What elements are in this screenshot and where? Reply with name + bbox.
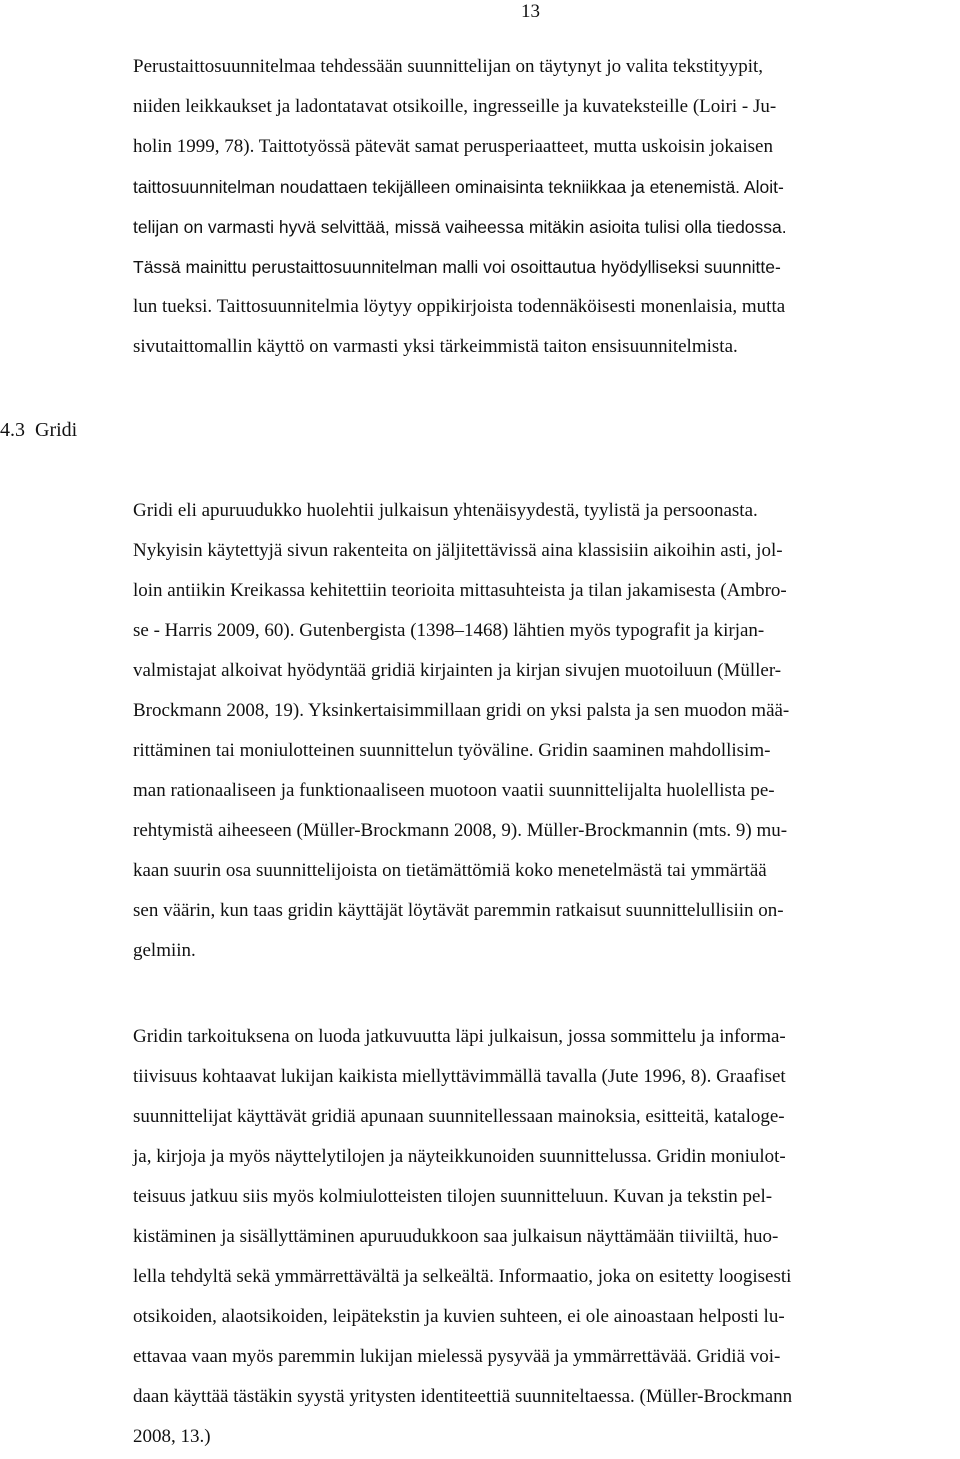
section-heading [0,410,77,450]
paragraph-line: loin antiikin Kreikassa kehitettiin teorioita mittasuhteista ja tilan jakamisesta (Ambro- [133,580,787,601]
section-number: 4.3 [0,419,25,441]
paragraph-line: kistäminen ja sisällyttäminen apuruudukkoon saa julkaisun näyttämään tiiviiltä, huo- [133,1226,779,1247]
paragraph-gridi-purpose [133,1017,958,1457]
paragraph-line: Brockmann 2008, 19). Yksinkertaisimmillaan gridi on yksi palsta ja sen muodon mää- [133,700,790,721]
paragraph-line: otsikoiden, alaotsikoiden, leipätekstin ja kuvien suhteen, ei ole ainoastaan helposti lu- [133,1306,785,1327]
paragraph-line: gelmiin. [133,940,196,961]
paragraph-line: Gridi eli apuruudukko huolehtii julkaisun yhtenäisyydestä, tyylistä ja persoonasta. [133,500,758,521]
paragraph-line: taittosuunnitelman noudattaen tekijälleen ominaisinta tekniikkaa ja etenemistä. Aloit- [133,177,784,197]
paragraph-line: Gridin tarkoituksena on luoda jatkuvuutta läpi julkaisun, jossa sommittelu ja informa- [133,1026,786,1047]
paragraph-gridi [133,491,958,971]
paragraph-line: holin 1999, 78). Taittotyössä pätevät samat perusperiaatteet, mutta uskoisin jokaisen [133,136,773,157]
paragraph-line: se - Harris 2009, 60). Gutenbergista (1398–1468) lähtien myös typografit ja kirjan- [133,620,765,641]
paragraph-line: tiivisuus kohtaavat lukijan kaikista miellyttävimmällä tavalla (Jute 1996, 8). Graafiset [133,1066,786,1087]
paragraph-line: rittäminen tai moniulotteinen suunnittelun työväline. Gridin saaminen mahdollisim- [133,740,771,761]
paragraph-line: 2008, 13.) [133,1426,211,1447]
paragraph-line: sivutaittomallin käyttö on varmasti yksi tärkeimmistä taiton ensisuunnitelmista. [133,336,738,357]
paragraph-line: lella tehdyltä sekä ymmärrettävältä ja selkeältä. Informaatio, joka on esitetty loogisesti [133,1266,792,1287]
paragraph-line: lun tueksi. Taittosuunnitelmia löytyy oppikirjoista todennäköisesti monenlaisia, mutta [133,296,786,317]
paragraph-line: man rationaaliseen ja funktionaaliseen muotoon vaatii suunnittelijalta huolellista pe- [133,780,775,801]
paragraph-line: teisuus jatkuu siis myös kolmiulotteisten tilojen suunnitteluun. Kuvan ja tekstin pel- [133,1186,773,1207]
page-number: 13 [521,1,540,22]
paragraph-line: rehtymistä aiheeseen (Müller-Brockmann 2008, 9). Müller-Brockmannin (mts. 9) mu- [133,820,788,841]
paragraph-line: kaan suurin osa suunnittelijoista on tietämättömiä koko menetelmästä tai ymmärtää [133,860,767,881]
paragraph-line: ja, kirjoja ja myös näyttelytilojen ja näyteikkunoiden suunnittelussa. Gridin moniulot- [133,1146,786,1167]
section-title: Gridi [35,419,78,441]
paragraph-line: niiden leikkaukset ja ladontatavat otsikoille, ingresseille ja kuvateksteille (Loiri - Ju- [133,96,777,117]
paragraph-line: sen väärin, kun taas gridin käyttäjät löytävät paremmin ratkaisut suunnittelullisiin on- [133,900,784,921]
paragraph-line: daan käyttää tästäkin syystä yritysten identiteettiä suunniteltaessa. (Müller-Brockmann [133,1386,793,1407]
paragraph-line: Tässä mainittu perustaittosuunnitelman malli voi osoittautua hyödylliseksi suunnitte- [133,257,781,277]
paragraph-line: ettavaa vaan myös paremmin lukijan mielessä pysyvää ja ymmärrettävää. Gridiä voi- [133,1346,781,1367]
paragraph-intro [133,47,958,367]
paragraph-line: Nykyisin käytettyjä sivun rakenteita on jäljitettävissä aina klassisiin aikoihin asti, jol- [133,540,783,561]
paragraph-line: Perustaittosuunnitelmaa tehdessään suunnittelijan on täytynyt jo valita tekstityypit, [133,56,764,77]
paragraph-line: telijan on varmasti hyvä selvittää, missä vaiheessa mitäkin asioita tulisi olla tiedossa. [133,217,787,237]
paragraph-line: valmistajat alkoivat hyödyntää gridiä kirjainten ja kirjan sivujen muotoiluun (Müller- [133,660,782,681]
paragraph-line: suunnittelijat käyttävät gridiä apunaan suunnitellessaan mainoksia, esitteitä, kataloge- [133,1106,785,1127]
